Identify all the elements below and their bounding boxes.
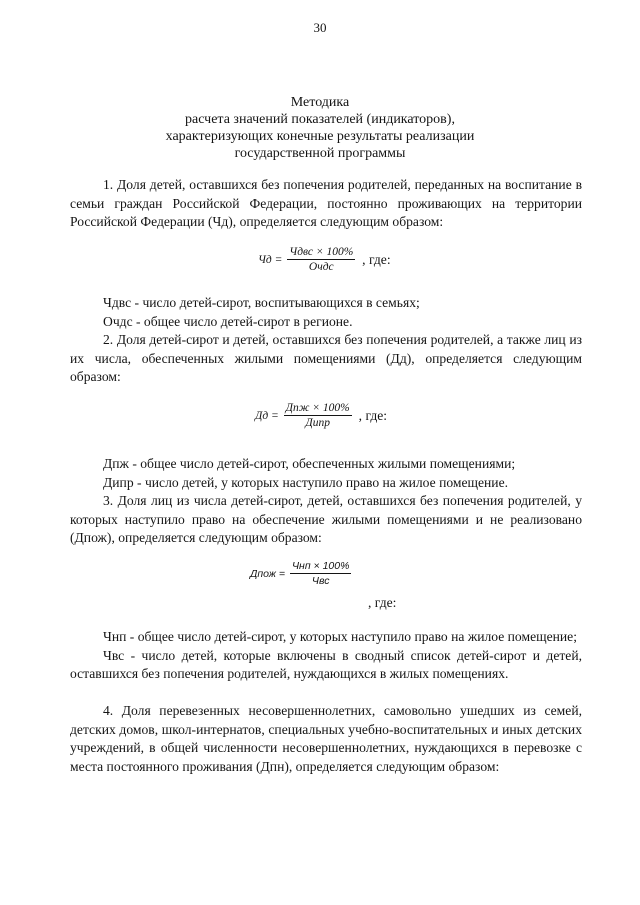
formula-dpozh-lhs: Дпож = — [250, 567, 286, 580]
formula-chd-lhs: Чд = — [258, 253, 283, 266]
formula-dd-fraction — [284, 402, 352, 429]
formula-chd — [258, 246, 391, 273]
page-number: 30 — [313, 20, 327, 35]
definition-dpzh: Дпж - общее число детей-сирот, обеспеченных жилыми помещениями; — [103, 456, 516, 471]
formula-dpozh — [250, 560, 351, 587]
section-1-text: 1. Доля детей, оставшихся без попечения родителей, переданных на воспитание в семьи граждан Российской Федерации, постоянно проживающих на территории Российской Федерации (Чд), определяется следующим образом: — [70, 177, 582, 229]
section-1-paragraph — [70, 176, 582, 232]
formula-dd-denominator: Дипр — [305, 417, 330, 429]
formula-chd-fraction — [287, 246, 355, 273]
title-line-3: характеризующих конечные результаты реализации — [165, 129, 475, 144]
section-3-definitions — [70, 628, 582, 684]
formula-dd — [255, 402, 387, 429]
section-1-definitions — [70, 294, 582, 331]
section-2-text: 2. Доля детей-сирот и детей, оставшихся без попечения родителей, а также лиц из их числа, обеспеченных жилыми помещениями (Дд), определяется следующим образом: — [70, 332, 582, 384]
formula-dpozh-fraction — [290, 560, 351, 587]
section-4-text: 4. Доля перевезенных несовершеннолетних, самовольно ушедших из семей, детских домов, школ-интернатов, специальных учебно-воспитательных и иных детских учреждений, в общей численности несовершеннолетних, нуждающихся в перевозке с места постоянного проживания (Дпн), определяется следующим образом: — [70, 703, 582, 774]
definition-dipr: Дипр - число детей, у которых наступило право на жилое помещение. — [103, 474, 509, 490]
title-line-1: Методика — [290, 95, 350, 110]
title-line-2: расчета значений показателей (индикаторов), — [185, 112, 455, 127]
formula-dpozh-where: , где: — [368, 595, 397, 610]
definition-chdvs: Чдвс - число детей-сирот, воспитывающихся в семьях; — [103, 295, 420, 310]
section-2-paragraph — [70, 331, 582, 387]
formula-dd-where: , где: — [358, 407, 388, 423]
document-title — [80, 94, 560, 162]
formula-chd-numerator: Чдвс × 100% — [289, 246, 354, 258]
formula-dpozh-numerator: Чнп × 100% — [291, 560, 350, 572]
section-4-paragraph — [70, 702, 582, 776]
definition-chvs: Чвс - число детей, которые включены в сводный список детей-сирот и детей, оставшихся без попечения родителей, нуждающихся в жилых помещениях. — [70, 647, 582, 681]
definition-ochds: Очдс - общее число детей-сирот в регионе. — [103, 313, 353, 329]
title-line-4: государственной программы — [234, 146, 406, 161]
definition-chnp: Чнп - общее число детей-сирот, у которых наступило право на жилое помещение; — [103, 629, 577, 644]
formula-chd-denominator: Очдс — [308, 261, 334, 273]
section-2-definitions — [70, 455, 582, 492]
formula-chd-where: , где: — [362, 251, 391, 267]
formula-dd-numerator: Дпж × 100% — [285, 402, 350, 414]
formula-dd-lhs: Дд = — [255, 409, 279, 422]
section-3-text: 3. Доля лиц из числа детей-сирот, детей, оставшихся без попечения родителей, у которых наступило право на обеспечение жилыми помещениями и не реализовано (Дпож), определяется следующим образом: — [70, 493, 582, 545]
section-3-paragraph — [70, 492, 582, 548]
formula-dpozh-denominator: Чвс — [311, 575, 330, 587]
